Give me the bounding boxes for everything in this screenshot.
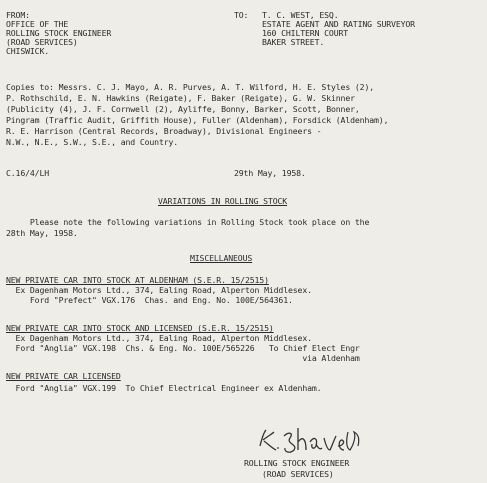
section-heading: MISCELLANEOUS [190, 253, 253, 263]
signature-title-line-1: ROLLING STOCK ENGINEER [244, 458, 350, 468]
from-label: FROM: [6, 10, 30, 20]
item-1-heading: NEW PRIVATE CAR INTO STOCK AT ALDENHAM (S.E.R. 15/2515) [6, 275, 269, 285]
intro-line-1: Please note the following variations in Rolling Stock took place on the [6, 217, 370, 227]
item-3-heading: NEW PRIVATE CAR LICENSED [6, 371, 121, 381]
from-line-3: (ROAD SERVICES) [6, 37, 78, 47]
copies-line-3: (Publicity (4), J. F. Cornwell (2), Ayliffe, Bonny, Barker, Scott, Bonner, [6, 104, 360, 114]
from-line-1: OFFICE OF THE [6, 19, 69, 29]
date: 29th May, 1958. [234, 168, 306, 178]
item-3-line-1: Ford "Anglia" VGX.199 To Chief Electrical Engineer ex Aldenham. [6, 383, 322, 393]
document-title: VARIATIONS IN ROLLING STOCK [158, 196, 288, 206]
copies-line-2: P. Rothschild, E. N. Hawkins (Reigate), F. Baker (Reigate), G. W. Skinner [6, 93, 355, 103]
item-2-line-1: Ex Dagenham Motors Ltd., 374, Ealing Road, Alperton Middlesex. [6, 333, 312, 343]
copies-line-6: N.W., N.E., S.W., S.E., and Country. [6, 137, 179, 147]
item-2-heading: NEW PRIVATE CAR INTO STOCK AND LICENSED (S.E.R. 15/2515) [6, 323, 274, 333]
signature-title-line-2: (ROAD SERVICES) [262, 469, 334, 479]
item-2-line-3: via Aldenham [6, 353, 360, 363]
item-1-line-1: Ex Dagenham Motors Ltd., 374, Ealing Road, Alperton Middlesex. [6, 285, 312, 295]
intro-line-2: 28th May, 1958. [6, 228, 78, 238]
reference: C.16/4/LH [6, 168, 50, 178]
copies-line-1: Copies to: Messrs. C. J. Mayo, A. R. Purves, A. T. Wilford, H. E. Styles (2), [6, 82, 375, 92]
from-line-2: ROLLING STOCK ENGINEER [6, 28, 112, 38]
item-1-line-2: Ford "Prefect" VGX.176 Chas. and Eng. No. 100E/564361. [6, 295, 293, 305]
to-line-2: ESTATE AGENT AND RATING SURVEYOR [262, 19, 415, 29]
to-line-4: BAKER STREET. [262, 37, 325, 47]
item-2-line-2: Ford "Anglia" VGX.198 Chs. & Eng. No. 100E/565226 To Chief Elect Engr [6, 343, 360, 353]
copies-line-5: R. E. Harrison (Central Records, Broadway), Divisional Engineers - [6, 126, 322, 136]
copies-line-4: Pingram (Traffic Audit, Griffith House), Fuller (Aldenham), Forsdick (Aldenham), [6, 115, 389, 125]
to-line-1: T. C. WEST, ESQ. [262, 10, 339, 20]
to-line-3: 160 CHILTERN COURT [262, 28, 349, 38]
from-line-4: CHISWICK. [6, 46, 50, 56]
handwritten-signature [254, 424, 364, 456]
to-label: TO: [234, 10, 249, 20]
